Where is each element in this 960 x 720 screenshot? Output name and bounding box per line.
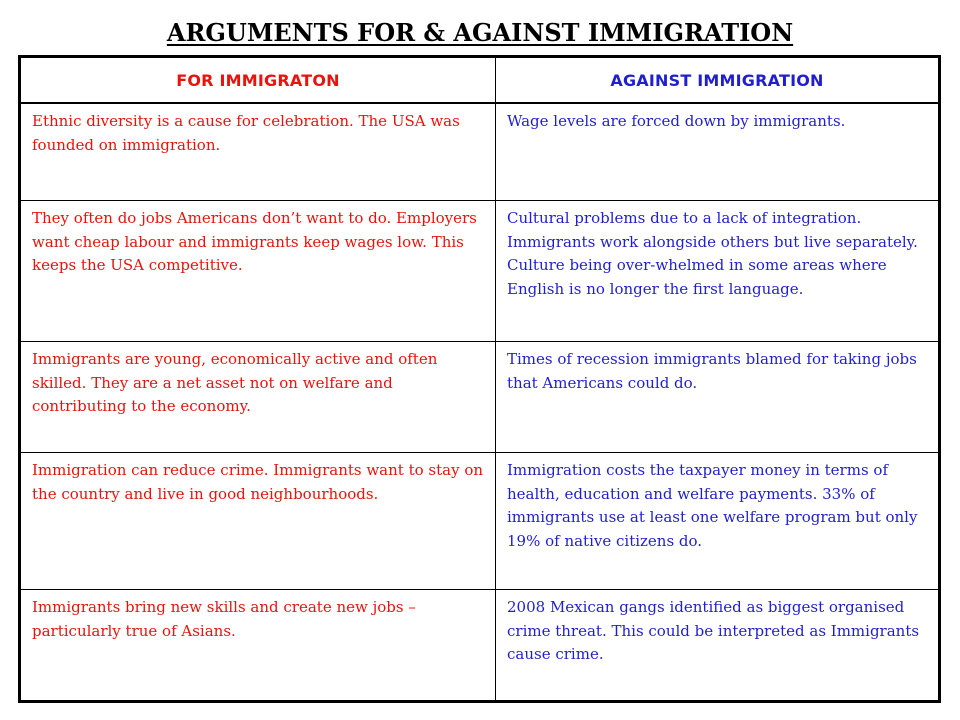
for-argument-text: Immigrants bring new skills and create new jobs – particularly true of Asians.: [32, 598, 416, 640]
table-row: [20, 103, 940, 201]
header-for-immigration: FOR IMMIGRATON: [20, 57, 496, 104]
for-argument-text: They often do jobs Americans don’t want to do. Employers want cheap labour and immigrants keep wages low. This keeps the USA competitive.: [32, 209, 477, 274]
for-cell: [20, 201, 496, 342]
header-against-immigration: AGAINST IMMIGRATION: [496, 57, 940, 104]
for-argument-text: Immigrants are young, economically active and often skilled. They are a net asset not on welfare and contributing to the economy.: [32, 350, 438, 415]
table-header-row: [20, 57, 940, 104]
for-cell: [20, 453, 496, 590]
for-argument-text: Ethnic diversity is a cause for celebration. The USA was founded on immigration.: [32, 112, 460, 154]
table-row: [20, 590, 940, 702]
for-cell: [20, 103, 496, 201]
for-cell: [20, 342, 496, 453]
against-argument-text: 2008 Mexican gangs identified as biggest organised crime threat. This could be interpreted as Immigrants cause crime.: [507, 598, 920, 663]
against-argument-text: Wage levels are forced down by immigrants.: [507, 112, 846, 130]
against-argument-text: Immigration costs the taxpayer money in terms of health, education and welfare payments. 33% of immigrants use at least one welfare program but only 19% of native citizens do.: [507, 461, 918, 550]
for-argument-text: Immigration can reduce crime. Immigrants want to stay on the country and live in good neighbourhoods.: [32, 461, 484, 503]
against-cell: [496, 201, 940, 342]
against-cell: [496, 103, 940, 201]
against-cell: [496, 453, 940, 590]
table-row: [20, 342, 940, 453]
arguments-table: [18, 55, 941, 703]
against-cell: [496, 590, 940, 702]
for-cell: [20, 590, 496, 702]
against-cell: [496, 342, 940, 453]
table-row: [20, 201, 940, 342]
against-argument-text: Times of recession immigrants blamed for taking jobs that Americans could do.: [507, 350, 917, 392]
table-row: [20, 453, 940, 590]
page-title: ARGUMENTS FOR & AGAINST IMMIGRATION: [166, 18, 794, 47]
against-argument-text: Cultural problems due to a lack of integration. Immigrants work alongside others but live separately. Culture being over-whelmed in some areas where English is no longer the first language.: [507, 209, 918, 298]
